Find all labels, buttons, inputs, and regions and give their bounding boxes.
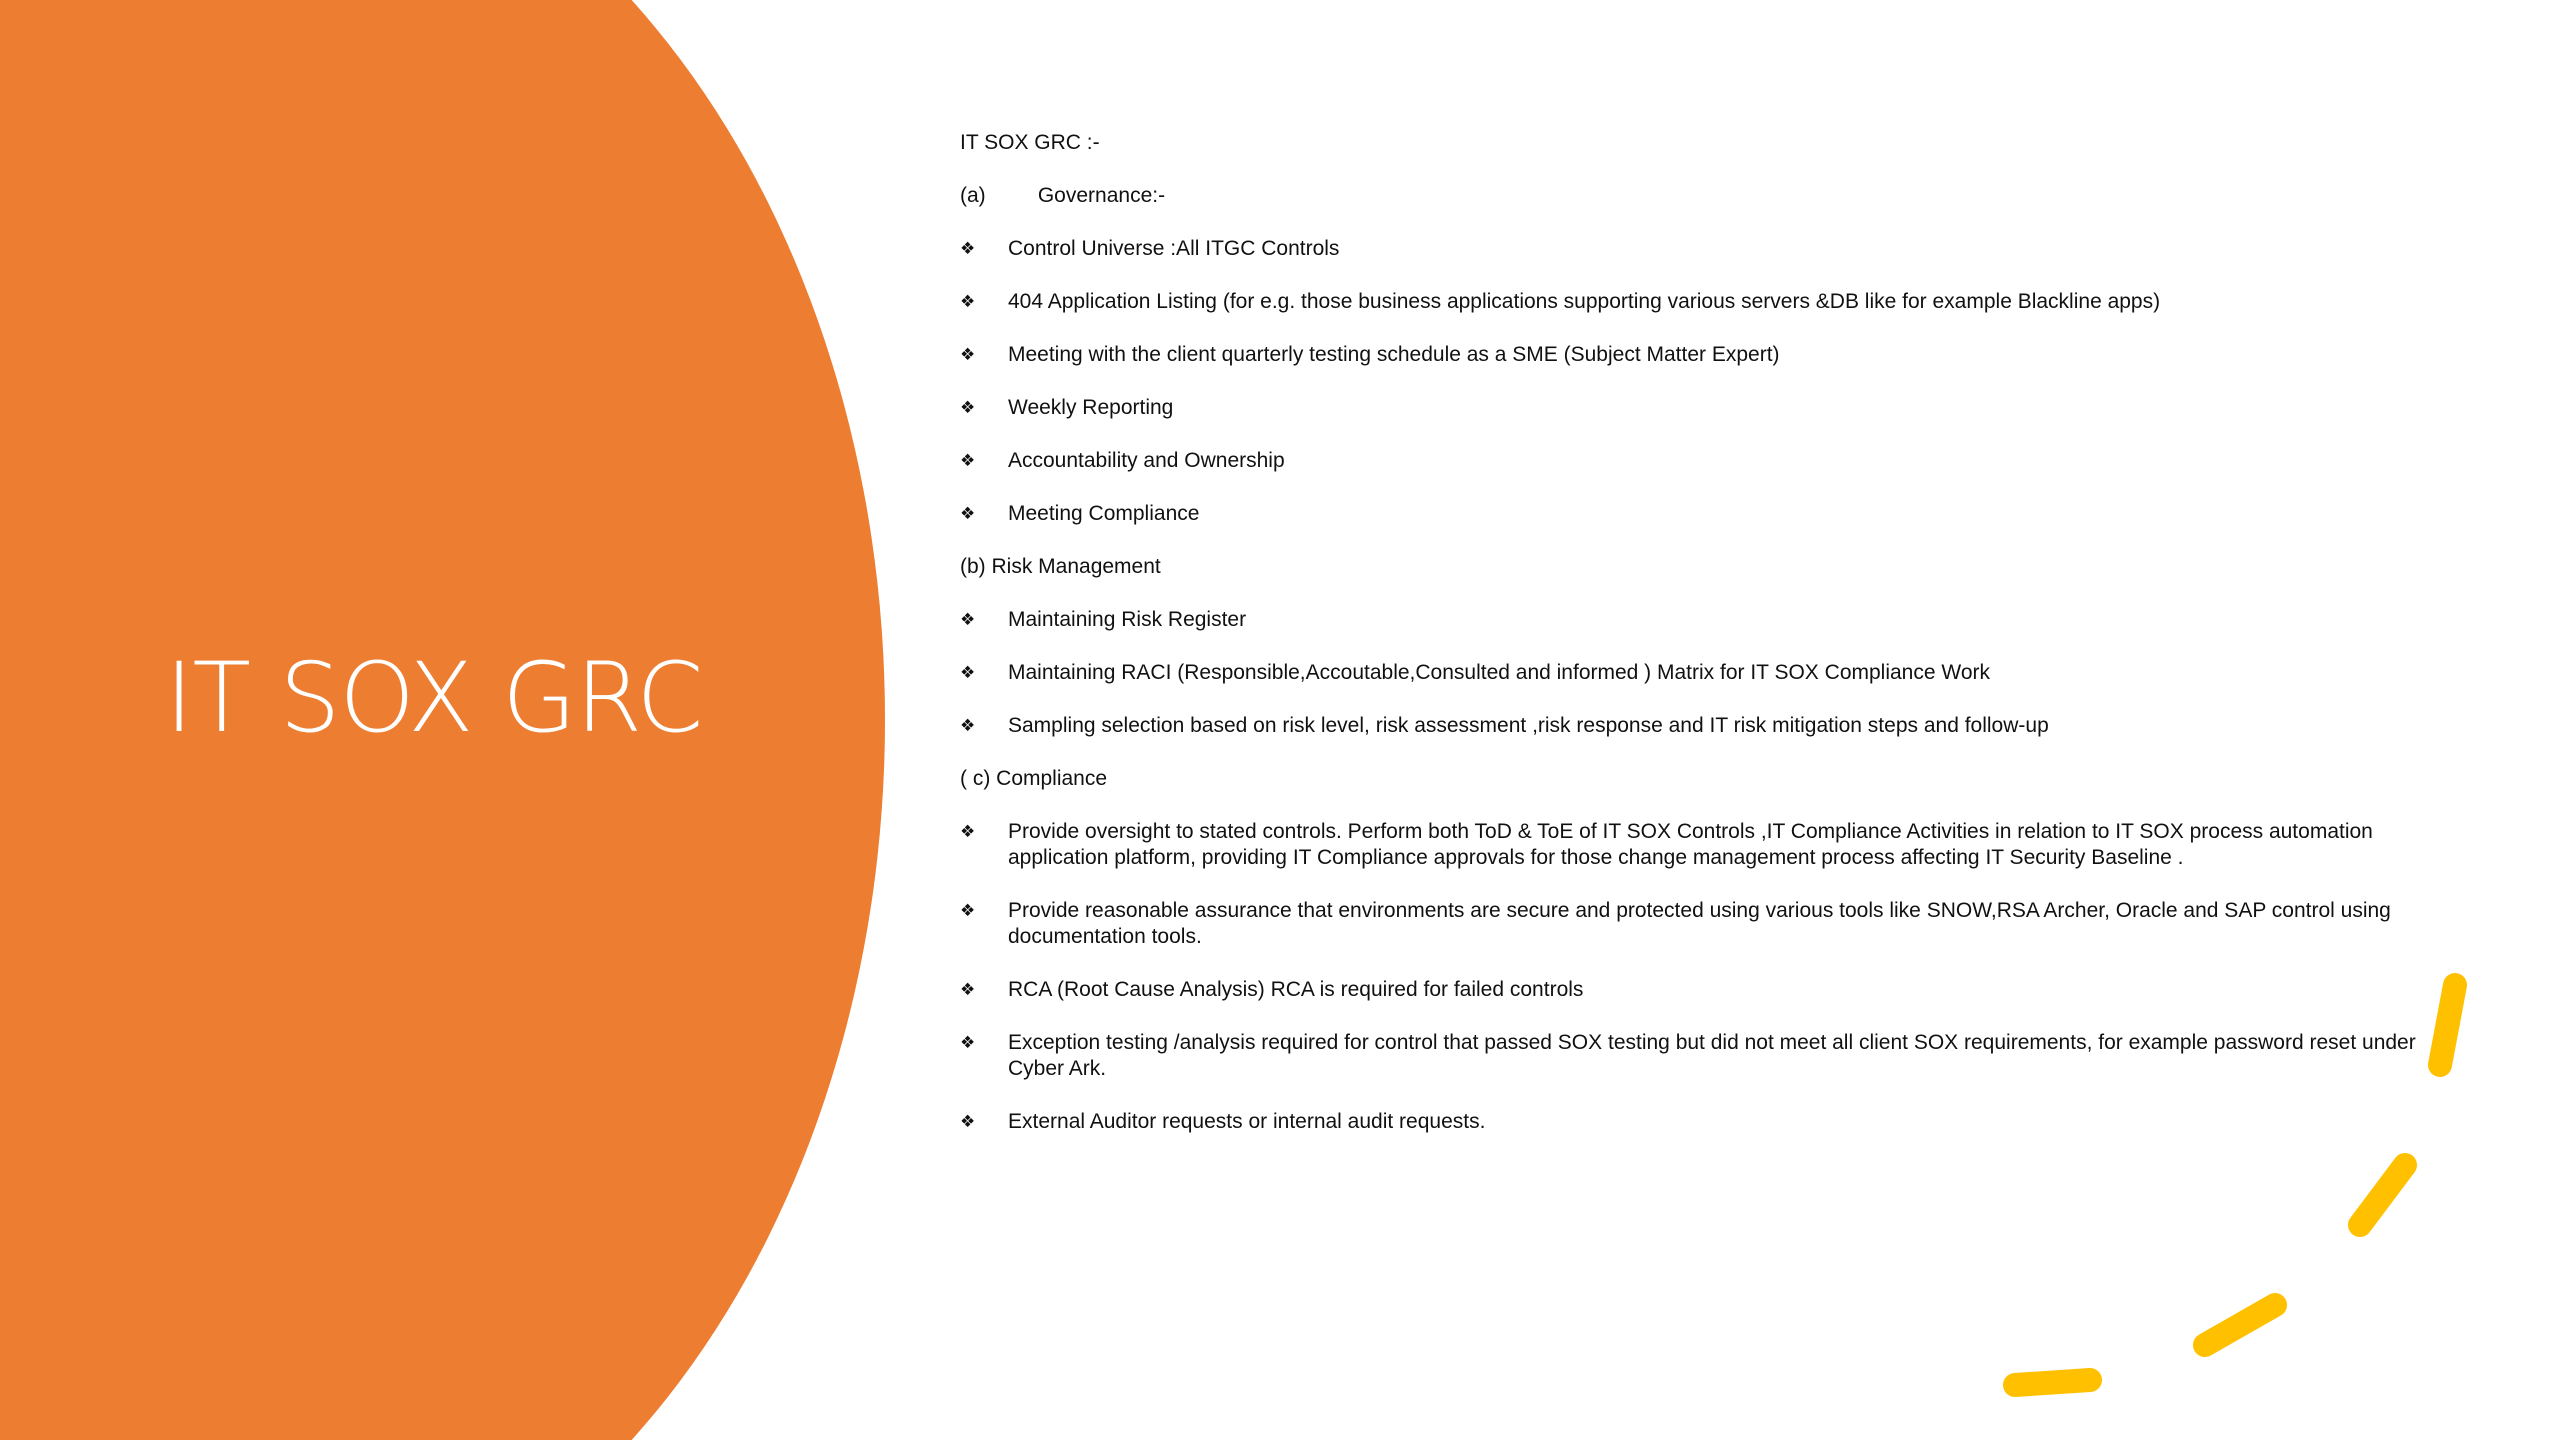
governance-item-text: Meeting Compliance [1008,502,1200,525]
compliance-heading: ( c) Compliance [960,767,1108,790]
governance-item [960,289,2420,342]
compliance-item [960,819,2420,898]
diamond-bullet-icon: ❖ [960,504,976,524]
diamond-bullet-icon: ❖ [960,716,976,736]
diamond-bullet-icon: ❖ [960,398,976,418]
governance-item [960,236,2420,289]
governance-item-text: Weekly Reporting [1008,396,1174,419]
compliance-item [960,977,2420,1030]
risk-item [960,607,2420,660]
diamond-bullet-icon: ❖ [960,980,976,1000]
governance-item [960,395,2420,448]
governance-item-text: Accountability and Ownership [1008,449,1285,472]
diamond-bullet-icon: ❖ [960,239,976,259]
diamond-bullet-icon: ❖ [960,451,976,471]
compliance-item-text: Provide reasonable assurance that environments are secure and protected using various tools like SNOW,RSA Archer, Oracle and SAP control using documentation tools. [1008,899,2391,948]
compliance-item-text: RCA (Root Cause Analysis) RCA is required for failed controls [1008,978,1584,1001]
diamond-bullet-icon: ❖ [960,1033,976,1053]
governance-item [960,342,2420,395]
slide-title: IT SOX GRC [165,642,703,754]
diamond-bullet-icon: ❖ [960,610,976,630]
governance-title: Governance:- [1037,184,1166,207]
diamond-bullet-icon: ❖ [960,663,976,683]
governance-item-text: Control Universe :All ITGC Controls [1008,237,1340,260]
risk-item-text: Sampling selection based on risk level, risk assessment ,risk response and IT risk mitigation steps and follow-up [1008,714,2049,737]
compliance-item-text: Exception testing /analysis required for control that passed SOX testing but did not meet all client SOX requirements, for example password reset under Cyber Ark. [1008,1031,2416,1080]
compliance-item [960,1030,2420,1109]
risk-item [960,713,2420,766]
compliance-item-text: Provide oversight to stated controls. Perform both ToD & ToE of IT SOX Controls ,IT Compliance Activities in relation to IT SOX process automation application platform, providing IT Compliance approvals for those change management process affecting IT Security Baseline . [1008,820,2373,869]
governance-item [960,448,2420,501]
governance-heading [960,183,2420,236]
diamond-bullet-icon: ❖ [960,292,976,312]
diamond-bullet-icon: ❖ [960,901,976,921]
dash-segment [2360,1165,2405,1225]
section-heading: IT SOX GRC :- [960,131,1100,154]
governance-item-text: Meeting with the client quarterly testing schedule as a SME (Subject Matter Expert) [1008,343,1780,366]
compliance-item [960,898,2420,977]
dash-segment [2205,1305,2275,1345]
diamond-bullet-icon: ❖ [960,822,976,842]
compliance-item-text: External Auditor requests or internal audit requests. [1008,1110,1486,1133]
dash-segment [2015,1380,2090,1385]
compliance-item [960,1109,2420,1162]
diamond-bullet-icon: ❖ [960,1112,976,1132]
dash-segment [2440,985,2455,1065]
risk-management-heading: (b) Risk Management [960,555,1161,578]
governance-item [960,501,2420,554]
content-text-box [960,130,2420,1162]
governance-item-text: 404 Application Listing (for e.g. those business applications supporting various servers &DB like for example Blackline apps) [1008,290,2161,313]
risk-item-text: Maintaining RACI (Responsible,Accoutable,Consulted and informed ) Matrix for IT SOX Compliance Work [1008,661,1990,684]
governance-label: (a) [960,184,986,207]
diamond-bullet-icon: ❖ [960,345,976,365]
risk-item [960,660,2420,713]
risk-item-text: Maintaining Risk Register [1008,608,1247,631]
